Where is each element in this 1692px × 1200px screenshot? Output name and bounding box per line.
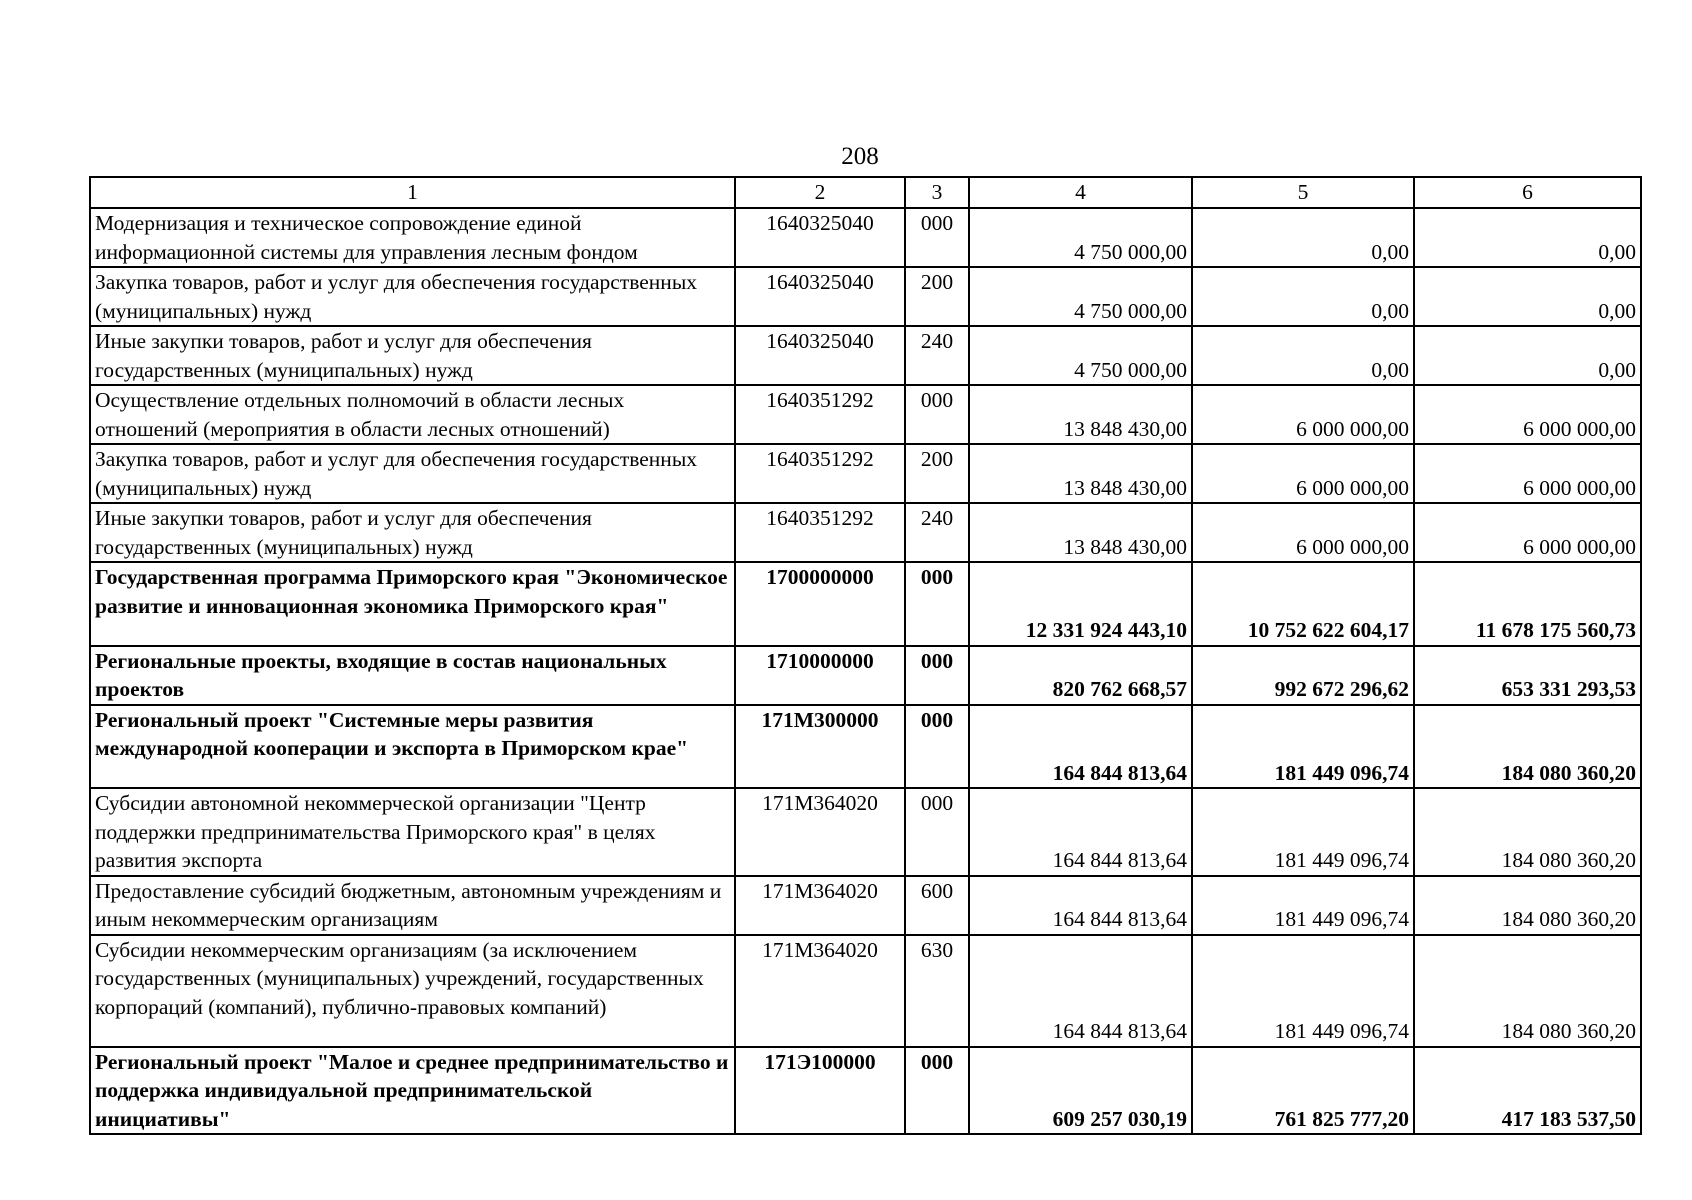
- row-amount-col5: 181 449 096,74: [1192, 788, 1414, 876]
- row-amount-col6: 0,00: [1414, 267, 1641, 326]
- column-header: 1: [90, 177, 735, 208]
- row-expense-type: 000: [905, 562, 969, 646]
- row-amount-col6: 0,00: [1414, 326, 1641, 385]
- table-row: [90, 444, 1641, 503]
- row-expense-type: 000: [905, 788, 969, 876]
- row-expense-type: 240: [905, 326, 969, 385]
- row-name: Региональный проект "Системные меры развития международной кооперации и экспорта в Приморском крае": [90, 705, 735, 789]
- row-amount-col5: 181 449 096,74: [1192, 935, 1414, 1047]
- table-row: [90, 267, 1641, 326]
- row-amount-col5: 992 672 296,62: [1192, 646, 1414, 705]
- budget-table: [89, 176, 1642, 1135]
- table-row: [90, 788, 1641, 876]
- table-row: [90, 876, 1641, 935]
- row-amount-col5: 181 449 096,74: [1192, 705, 1414, 789]
- table-row: [90, 503, 1641, 562]
- table-row: [90, 208, 1641, 267]
- row-expense-type: 200: [905, 267, 969, 326]
- column-header: 3: [905, 177, 969, 208]
- row-name: Предоставление субсидий бюджетным, автономным учреждениям и иным некоммерческим организациям: [90, 876, 735, 935]
- row-name: Иные закупки товаров, работ и услуг для обеспечения государственных (муниципальных) нужд: [90, 326, 735, 385]
- row-amount-col4: 164 844 813,64: [969, 935, 1192, 1047]
- table-row: [90, 1047, 1641, 1135]
- row-target-code: 1640325040: [735, 326, 905, 385]
- row-amount-col4: 12 331 924 443,10: [969, 562, 1192, 646]
- row-amount-col5: 0,00: [1192, 208, 1414, 267]
- row-expense-type: 630: [905, 935, 969, 1047]
- row-amount-col4: 164 844 813,64: [969, 788, 1192, 876]
- row-amount-col4: 4 750 000,00: [969, 267, 1192, 326]
- row-amount-col4: 820 762 668,57: [969, 646, 1192, 705]
- row-amount-col6: 184 080 360,20: [1414, 935, 1641, 1047]
- row-target-code: 1640351292: [735, 385, 905, 444]
- row-amount-col4: 13 848 430,00: [969, 503, 1192, 562]
- table-row: [90, 705, 1641, 789]
- row-amount-col5: 6 000 000,00: [1192, 385, 1414, 444]
- row-expense-type: 000: [905, 646, 969, 705]
- row-amount-col5: 761 825 777,20: [1192, 1047, 1414, 1135]
- row-target-code: 1700000000: [735, 562, 905, 646]
- row-target-code: 171М364020: [735, 788, 905, 876]
- row-name: Субсидии некоммерческим организациям (за исключением государственных (муниципальных) учреждений, государственных корпораций (компаний), публично-правовых компаний): [90, 935, 735, 1047]
- row-amount-col4: 164 844 813,64: [969, 876, 1192, 935]
- column-header: 6: [1414, 177, 1641, 208]
- row-target-code: 1640351292: [735, 444, 905, 503]
- row-name: Закупка товаров, работ и услуг для обеспечения государственных (муниципальных) нужд: [90, 267, 735, 326]
- row-amount-col5: 6 000 000,00: [1192, 503, 1414, 562]
- table-row: [90, 935, 1641, 1047]
- row-expense-type: 000: [905, 1047, 969, 1135]
- row-amount-col5: 10 752 622 604,17: [1192, 562, 1414, 646]
- row-expense-type: 200: [905, 444, 969, 503]
- row-amount-col4: 13 848 430,00: [969, 385, 1192, 444]
- row-amount-col5: 6 000 000,00: [1192, 444, 1414, 503]
- row-name: Субсидии автономной некоммерческой организации "Центр поддержки предпринимательства Приморского края" в целях развития экспорта: [90, 788, 735, 876]
- row-amount-col6: 184 080 360,20: [1414, 788, 1641, 876]
- table-row: [90, 562, 1641, 646]
- row-amount-col6: 0,00: [1414, 208, 1641, 267]
- column-header: 2: [735, 177, 905, 208]
- row-amount-col5: 181 449 096,74: [1192, 876, 1414, 935]
- row-name: Осуществление отдельных полномочий в области лесных отношений (мероприятия в области лесных отношений): [90, 385, 735, 444]
- row-target-code: 171М364020: [735, 876, 905, 935]
- row-target-code: 171М364020: [735, 935, 905, 1047]
- row-amount-col4: 4 750 000,00: [969, 326, 1192, 385]
- row-expense-type: 000: [905, 208, 969, 267]
- row-target-code: 1640325040: [735, 208, 905, 267]
- table-header-row: [90, 177, 1641, 208]
- row-amount-col6: 6 000 000,00: [1414, 444, 1641, 503]
- row-amount-col4: 164 844 813,64: [969, 705, 1192, 789]
- row-target-code: 171М300000: [735, 705, 905, 789]
- row-amount-col6: 11 678 175 560,73: [1414, 562, 1641, 646]
- row-target-code: 1710000000: [735, 646, 905, 705]
- table-row: [90, 326, 1641, 385]
- table-row: [90, 385, 1641, 444]
- row-amount-col5: 0,00: [1192, 267, 1414, 326]
- row-expense-type: 000: [905, 385, 969, 444]
- row-amount-col4: 609 257 030,19: [969, 1047, 1192, 1135]
- column-header: 5: [1192, 177, 1414, 208]
- row-amount-col4: 4 750 000,00: [969, 208, 1192, 267]
- row-target-code: 171Э100000: [735, 1047, 905, 1135]
- row-target-code: 1640325040: [735, 267, 905, 326]
- row-name: Закупка товаров, работ и услуг для обеспечения государственных (муниципальных) нужд: [90, 444, 735, 503]
- row-amount-col6: 184 080 360,20: [1414, 876, 1641, 935]
- row-expense-type: 600: [905, 876, 969, 935]
- table-row: [90, 646, 1641, 705]
- row-amount-col6: 417 183 537,50: [1414, 1047, 1641, 1135]
- row-amount-col6: 6 000 000,00: [1414, 503, 1641, 562]
- row-name: Иные закупки товаров, работ и услуг для обеспечения государственных (муниципальных) нужд: [90, 503, 735, 562]
- page-number: 208: [841, 143, 879, 170]
- row-amount-col4: 13 848 430,00: [969, 444, 1192, 503]
- row-name: Государственная программа Приморского края "Экономическое развитие и инновационная экономика Приморского края": [90, 562, 735, 646]
- row-name: Модернизация и техническое сопровождение единой информационной системы для управления лесным фондом: [90, 208, 735, 267]
- row-target-code: 1640351292: [735, 503, 905, 562]
- row-expense-type: 000: [905, 705, 969, 789]
- row-name: Региональный проект "Малое и среднее предпринимательство и поддержка индивидуальной предпринимательской инициативы": [90, 1047, 735, 1135]
- row-name: Региональные проекты, входящие в состав национальных проектов: [90, 646, 735, 705]
- row-amount-col6: 6 000 000,00: [1414, 385, 1641, 444]
- row-amount-col5: 0,00: [1192, 326, 1414, 385]
- row-amount-col6: 653 331 293,53: [1414, 646, 1641, 705]
- row-amount-col6: 184 080 360,20: [1414, 705, 1641, 789]
- row-expense-type: 240: [905, 503, 969, 562]
- column-header: 4: [969, 177, 1192, 208]
